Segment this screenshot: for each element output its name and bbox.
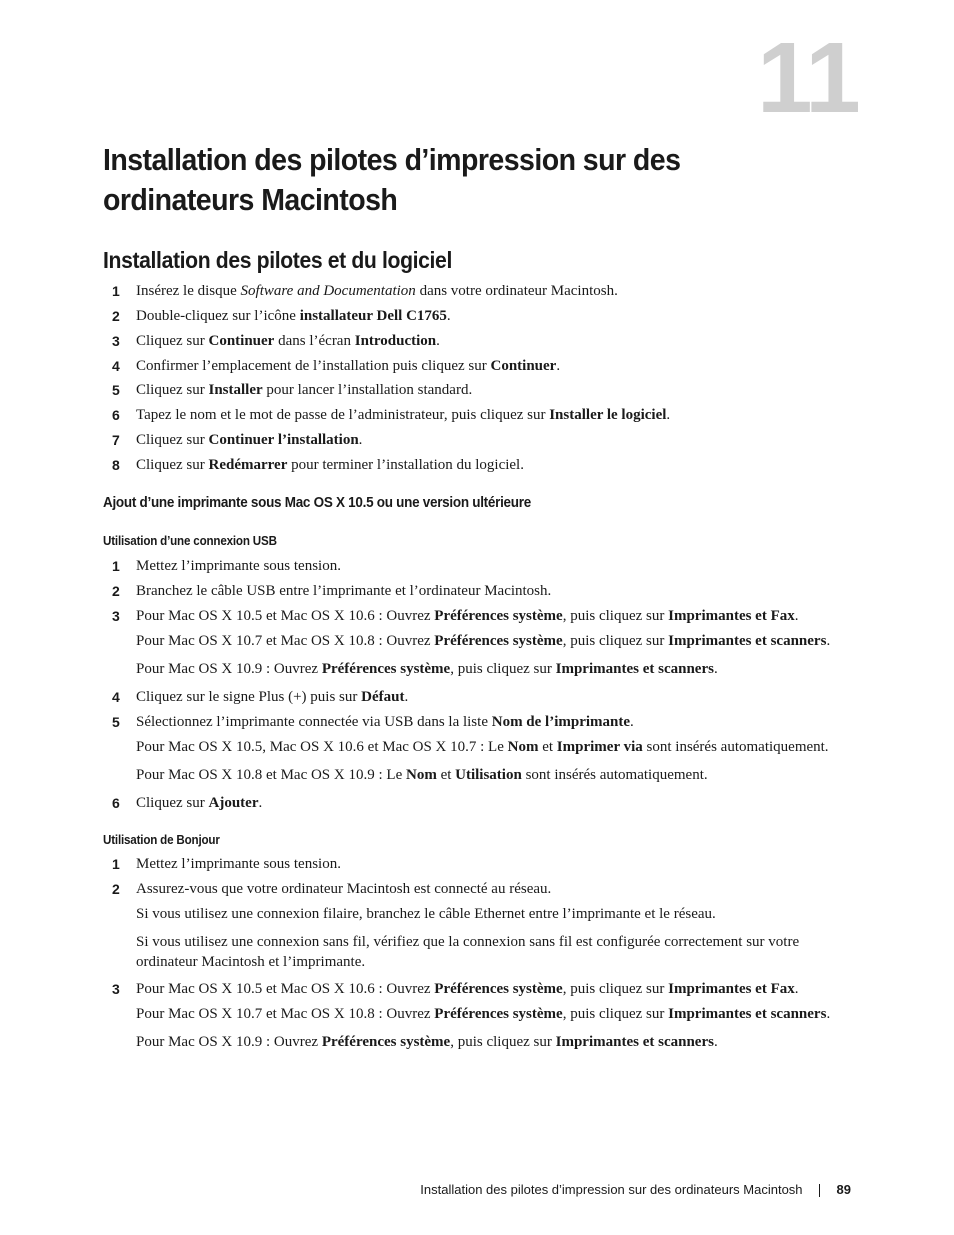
step-text: Pour Mac OS X 10.7 et Mac OS X 10.8 : Ouvrez Préférences système, puis cliquez sur Imprimantes et scanners.: [136, 633, 831, 649]
step-text: Tapez le nom et le mot de passe de l’administrateur, puis cliquez sur Installer le logiciel.: [136, 407, 671, 423]
chapter-title: Installation des pilotes d’impression sur des ordinateurs Macintosh: [103, 142, 681, 217]
step-text: Pour Mac OS X 10.5 et Mac OS X 10.6 : Ouvrez Préférences système, puis cliquez sur Imprimantes et Fax.: [136, 608, 799, 624]
list-item: [103, 793, 863, 813]
list-item: [103, 331, 863, 351]
list-item: [103, 281, 863, 301]
subsection-title: Ajout d’une imprimante sous Mac OS X 10.5 ou une version ultérieure: [103, 495, 531, 511]
list-item: [103, 581, 863, 601]
step-text: Cliquez sur Continuer dans l’écran Introduction.: [136, 333, 440, 349]
list-item: [103, 405, 863, 425]
step-number: 1: [112, 558, 120, 574]
step-text: Insérez le disque Software and Documentation dans votre ordinateur Macintosh.: [136, 283, 618, 299]
step-number: 6: [112, 407, 120, 423]
step-number: 4: [112, 358, 120, 374]
step-text: Cliquez sur Continuer l’installation.: [136, 432, 363, 448]
list-item: [103, 356, 863, 376]
list-item-continuation: [103, 631, 863, 651]
step-text: Pour Mac OS X 10.9 : Ouvrez Préférences système, puis cliquez sur Imprimantes et scanners.: [136, 1034, 718, 1050]
step-text: Confirmer l’emplacement de l’installation puis cliquez sur Continuer.: [136, 358, 561, 374]
list-item-continuation: [103, 1004, 863, 1024]
step-number: 1: [112, 283, 120, 299]
step-text: Cliquez sur Installer pour lancer l’installation standard.: [136, 382, 473, 398]
step-text: Cliquez sur Ajouter.: [136, 795, 263, 811]
list-item: [103, 979, 863, 999]
step-number: 2: [112, 583, 120, 599]
running-title: Installation des pilotes d’impression sur des ordinateurs Macintosh: [420, 1182, 803, 1197]
step-text: Assurez-vous que votre ordinateur Macintosh est connecté au réseau.: [136, 881, 552, 897]
list-item: [103, 879, 863, 899]
step-text: Si vous utilisez une connexion filaire, branchez le câble Ethernet entre l’imprimante et le réseau.: [136, 906, 716, 922]
list-item: [103, 854, 863, 874]
list-item: [103, 430, 863, 450]
step-text: Mettez l’imprimante sous tension.: [136, 856, 341, 872]
step-number: 8: [112, 457, 120, 473]
step-text: Branchez le câble USB entre l’imprimante et l’ordinateur Macintosh.: [136, 583, 552, 599]
step-text: Pour Mac OS X 10.9 : Ouvrez Préférences système, puis cliquez sur Imprimantes et scanners.: [136, 661, 718, 677]
step-number: 5: [112, 382, 120, 398]
step-text: Pour Mac OS X 10.8 et Mac OS X 10.9 : Le Nom et Utilisation sont insérés automatiquement.: [136, 767, 708, 783]
step-number: 5: [112, 714, 120, 730]
step-number: 6: [112, 795, 120, 811]
page-number: 89: [836, 1182, 851, 1197]
step-text: Pour Mac OS X 10.5, Mac OS X 10.6 et Mac OS X 10.7 : Le Nom et Imprimer via sont insérés automatiquement.: [136, 739, 829, 755]
list-item-continuation: [103, 659, 863, 679]
step-number: 4: [112, 689, 120, 705]
step-number: 2: [112, 308, 120, 324]
step-text: Pour Mac OS X 10.7 et Mac OS X 10.8 : Ouvrez Préférences système, puis cliquez sur Imprimantes et scanners.: [136, 1006, 831, 1022]
step-text: Cliquez sur le signe Plus (+) puis sur Défaut.: [136, 689, 409, 705]
list-item-continuation: [103, 765, 863, 785]
step-number: 3: [112, 981, 120, 997]
list-item: [103, 455, 863, 475]
list-item: [103, 606, 863, 626]
step-text: Si vous utilisez une connexion sans fil, vérifiez que la connexion sans fil est configurée correctement sur votre ordinateur Macintosh et l’imprimante.: [136, 934, 800, 970]
page-footer: [420, 1181, 851, 1199]
usb-heading: Utilisation d’une connexion USB: [103, 534, 277, 548]
step-number: 1: [112, 856, 120, 872]
step-text: Pour Mac OS X 10.5 et Mac OS X 10.6 : Ouvrez Préférences système, puis cliquez sur Imprimantes et Fax.: [136, 981, 799, 997]
list-item: [103, 380, 863, 400]
list-item: [103, 687, 863, 707]
step-number: 3: [112, 608, 120, 624]
step-number: 3: [112, 333, 120, 349]
list-item: [103, 306, 863, 326]
step-number: 7: [112, 432, 120, 448]
step-number: 2: [112, 881, 120, 897]
step-text: Mettez l’imprimante sous tension.: [136, 558, 341, 574]
footer-divider: [819, 1184, 820, 1197]
section-title: Installation des pilotes et du logiciel: [103, 247, 452, 273]
list-item-continuation: [103, 904, 863, 924]
bonjour-heading: Utilisation de Bonjour: [103, 833, 220, 847]
list-item-continuation: [103, 1032, 863, 1052]
list-item: [103, 556, 863, 576]
step-text: Sélectionnez l’imprimante connectée via USB dans la liste Nom de l’imprimante.: [136, 714, 634, 730]
list-item-continuation: [103, 737, 863, 757]
step-text: Cliquez sur Redémarrer pour terminer l’installation du logiciel.: [136, 457, 524, 473]
step-text: Double-cliquez sur l’icône installateur Dell C1765.: [136, 308, 451, 324]
chapter-number: 11: [757, 22, 859, 134]
list-item: [103, 712, 863, 732]
